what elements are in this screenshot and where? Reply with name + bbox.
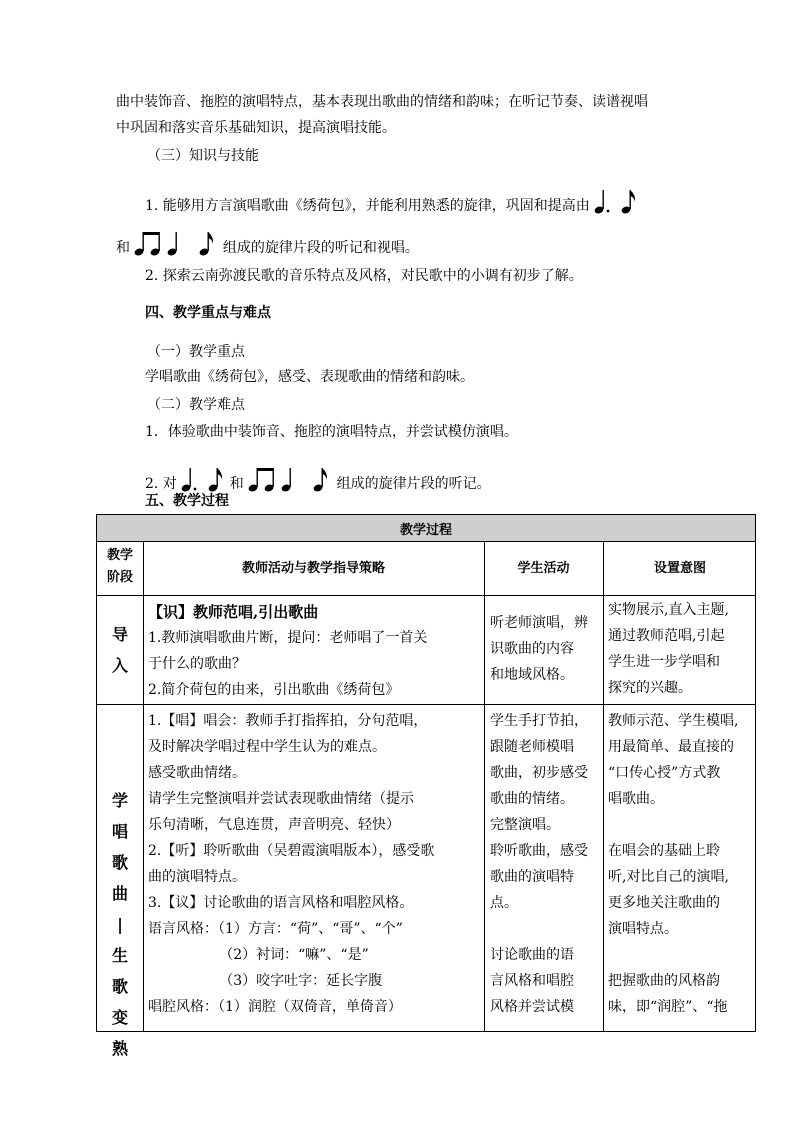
row1-teacher: [148, 599, 427, 703]
row2-intent-line: 听,对比自己的演唱,: [608, 869, 729, 885]
table-rule: [97, 541, 755, 542]
row2-intent-line: 在唱会的基础上聆: [608, 843, 720, 859]
difficulty-item-2: [145, 466, 491, 494]
row1-intent-line: 通过教师范唱,引起: [608, 628, 725, 644]
row2-stage-char: 变: [111, 1008, 128, 1027]
knowledge-item-1: [145, 188, 638, 216]
row2-teacher-line: 乐句清晰，气息连贯，声音明亮、轻快）: [148, 817, 400, 833]
table-rule: [97, 704, 755, 705]
row1-stage-char: 导: [111, 625, 128, 644]
table-rule: [97, 595, 755, 596]
row2-intent-line: [608, 942, 738, 968]
row2-student-line: 歌曲，初步感受: [490, 765, 588, 781]
row1-intent-line: 实物展示,直入主题,: [608, 602, 729, 618]
row1-student: [490, 610, 588, 688]
knowledge-item-1-text: 1. 能够用方言演唱歌曲《绣荷包》，并能利用熟悉的旋律，巩固和提高由: [145, 198, 590, 214]
header-intent: 设置意图: [653, 561, 706, 576]
row2-teacher-line: 请学生完整演唱并尝试表现歌曲情绪（提示: [148, 791, 414, 807]
row2-intent-line: 唱歌曲。: [608, 791, 664, 807]
row2-student-line: 歌曲的情绪。: [490, 791, 574, 807]
knowledge-item-1-tail: 组成的旋律片段的听记和视唱。: [222, 240, 419, 256]
row2-stage-char: 熟: [111, 1039, 128, 1058]
section-4-title: 四、教学重点与难点: [145, 305, 271, 321]
difficulty-item-2-tail: 组成的旋律片段的听记。: [336, 476, 491, 492]
row2-intent-line: 演唱特点。: [608, 921, 678, 937]
row1-teacher-line: 2.简介荷包的由来，引出歌曲《绣荷包》: [148, 682, 400, 698]
row2-student-line: 歌曲的演唱特: [490, 869, 574, 885]
row2-teacher: [148, 708, 434, 1020]
row2-stage-char: 歌: [111, 977, 128, 996]
table-rule: [603, 541, 604, 1031]
difficulty-item-1: 1．体验歌曲中装饰音、拖腔的演唱特点，并尝试模仿演唱。: [145, 424, 518, 440]
row2-student-line: 点。: [490, 895, 518, 911]
row1-teacher-line: 于什么的歌曲？: [148, 656, 246, 672]
row2-intent-line: 教师示范、学生模唱,: [608, 713, 739, 729]
header-teacher: 教师活动与教学指导策略: [241, 561, 385, 576]
focus-title: （一）教学重点: [147, 344, 245, 360]
row2-stage-char: 唱: [111, 822, 128, 841]
table-rule: [143, 541, 144, 1031]
intro-line-2: 中巩固和落实音乐基础知识，提高演唱技能。: [116, 120, 396, 136]
two-eighths-quarter-eighth-rhythm-icon: [134, 230, 218, 258]
table-caption: 教学过程: [399, 523, 452, 538]
row2-student-line: 完整演唱。: [490, 817, 560, 833]
teaching-process-table: [96, 514, 756, 1058]
knowledge-item-1-and: 和: [116, 240, 130, 256]
difficulty-item-2-and: 和: [229, 476, 244, 492]
section-5-title: 五、教学过程: [145, 493, 229, 509]
dotted-quarter-eighth-rhythm-icon: [181, 466, 225, 494]
intro-line-1: 曲中装饰音、拖腔的演唱特点，基本表现出歌曲的情绪和韵味；在听记节奏、读谱视唱: [116, 94, 648, 110]
row2-stage-char: 歌: [111, 853, 128, 872]
row1-intent-line: 学生进一步学唱和: [608, 654, 720, 670]
row2-stage-char: |: [117, 915, 123, 934]
row2-teacher-line: 3.【议】讨论歌曲的语言风格和唱腔风格。: [148, 895, 414, 911]
section-3-title: （三）知识与技能: [147, 148, 259, 164]
row1-stage: [97, 619, 143, 681]
knowledge-item-2: 2. 探索云南弥渡民歌的音乐特点及风格，对民歌中的小调有初步了解。: [145, 268, 583, 284]
row2-teacher-line: 曲的演唱特点。: [148, 869, 246, 885]
table-rule: [484, 541, 485, 1031]
row2-intent-line: “口传心授”方式教: [608, 765, 721, 781]
row1-intent: [608, 597, 729, 701]
row2-intent-line: 更多地关注歌曲的: [608, 895, 720, 911]
row2-stage-char: 学: [111, 791, 128, 810]
row2-teacher-line: 感受歌曲情绪。: [148, 765, 246, 781]
header-student: 学生活动: [517, 561, 570, 576]
row2-teacher-line: 1.【唱】唱会：教师手打指挥拍，分句范唱，: [148, 713, 428, 729]
row2-teacher-line: （2）衬词：“嘛”、“是”: [148, 947, 369, 963]
row2-stage-char: 曲: [111, 884, 128, 903]
row2-stage: [97, 785, 143, 1064]
focus-text: 学唱歌曲《绣荷包》，感受、表现歌曲的情绪和韵味。: [145, 369, 474, 385]
header-stage-line: 教学: [106, 548, 133, 563]
knowledge-item-1-cont: [116, 230, 419, 258]
row2-intent-line: [608, 812, 738, 838]
row2-teacher-line: 及时解决学唱过程中学生认为的难点。: [148, 739, 386, 755]
row2-intent: [608, 708, 738, 1020]
row2-student-line: 风格并尝试模: [490, 999, 574, 1015]
row1-teacher-line: 1.教师演唱歌曲片断，提问：老师唱了一首关: [148, 630, 428, 646]
row2-student-line: 讨论歌曲的语: [490, 947, 574, 963]
row2-intent-line: 把握歌曲的风格韵: [608, 973, 720, 989]
row2-intent-line: 味，即“润腔”、“拖: [608, 999, 728, 1015]
row1-stage-char: 入: [111, 656, 128, 675]
two-eighths-quarter-eighth-rhythm-icon: [248, 466, 332, 494]
row2-student: [490, 708, 588, 1020]
row2-student-line: [490, 916, 588, 942]
row2-intent-line: 用最简单、最直接的: [608, 739, 734, 755]
row1-student-line: 听老师演唱，辨: [490, 615, 588, 631]
row1-student-line: 和地域风格。: [490, 667, 574, 683]
row2-teacher-line: 语言风格：（1）方言：“荷”、“哥”、“个”: [148, 921, 403, 937]
row2-student-line: 学生手打节拍，: [490, 713, 588, 729]
row2-student-line: 聆听歌曲，感受: [490, 843, 588, 859]
row1-intent-line: 探究的兴趣。: [608, 680, 692, 696]
row1-student-line: 识歌曲的内容: [490, 641, 574, 657]
row2-student-line: 跟随老师模唱: [490, 739, 574, 755]
dotted-quarter-eighth-rhythm-icon: [594, 188, 638, 216]
row2-teacher-line: 2.【听】聆听歌曲（吴碧霞演唱版本），感受歌: [148, 843, 435, 859]
header-stage-line: 阶段: [106, 570, 133, 585]
header-stage: [97, 545, 143, 589]
difficulty-title: （二）教学难点: [147, 397, 245, 413]
row2-stage-char: 生: [111, 946, 128, 965]
row1-teacher-title: 【识】教师范唱,引出歌曲: [148, 603, 319, 621]
row2-teacher-line: （3）咬字吐字：延长字腹: [148, 973, 383, 989]
row2-student-line: 言风格和唱腔: [490, 973, 574, 989]
difficulty-item-2-prefix: 2. 对: [145, 476, 177, 492]
row2-teacher-line: 唱腔风格：（1）润腔（双倚音，单倚音）: [148, 999, 402, 1015]
